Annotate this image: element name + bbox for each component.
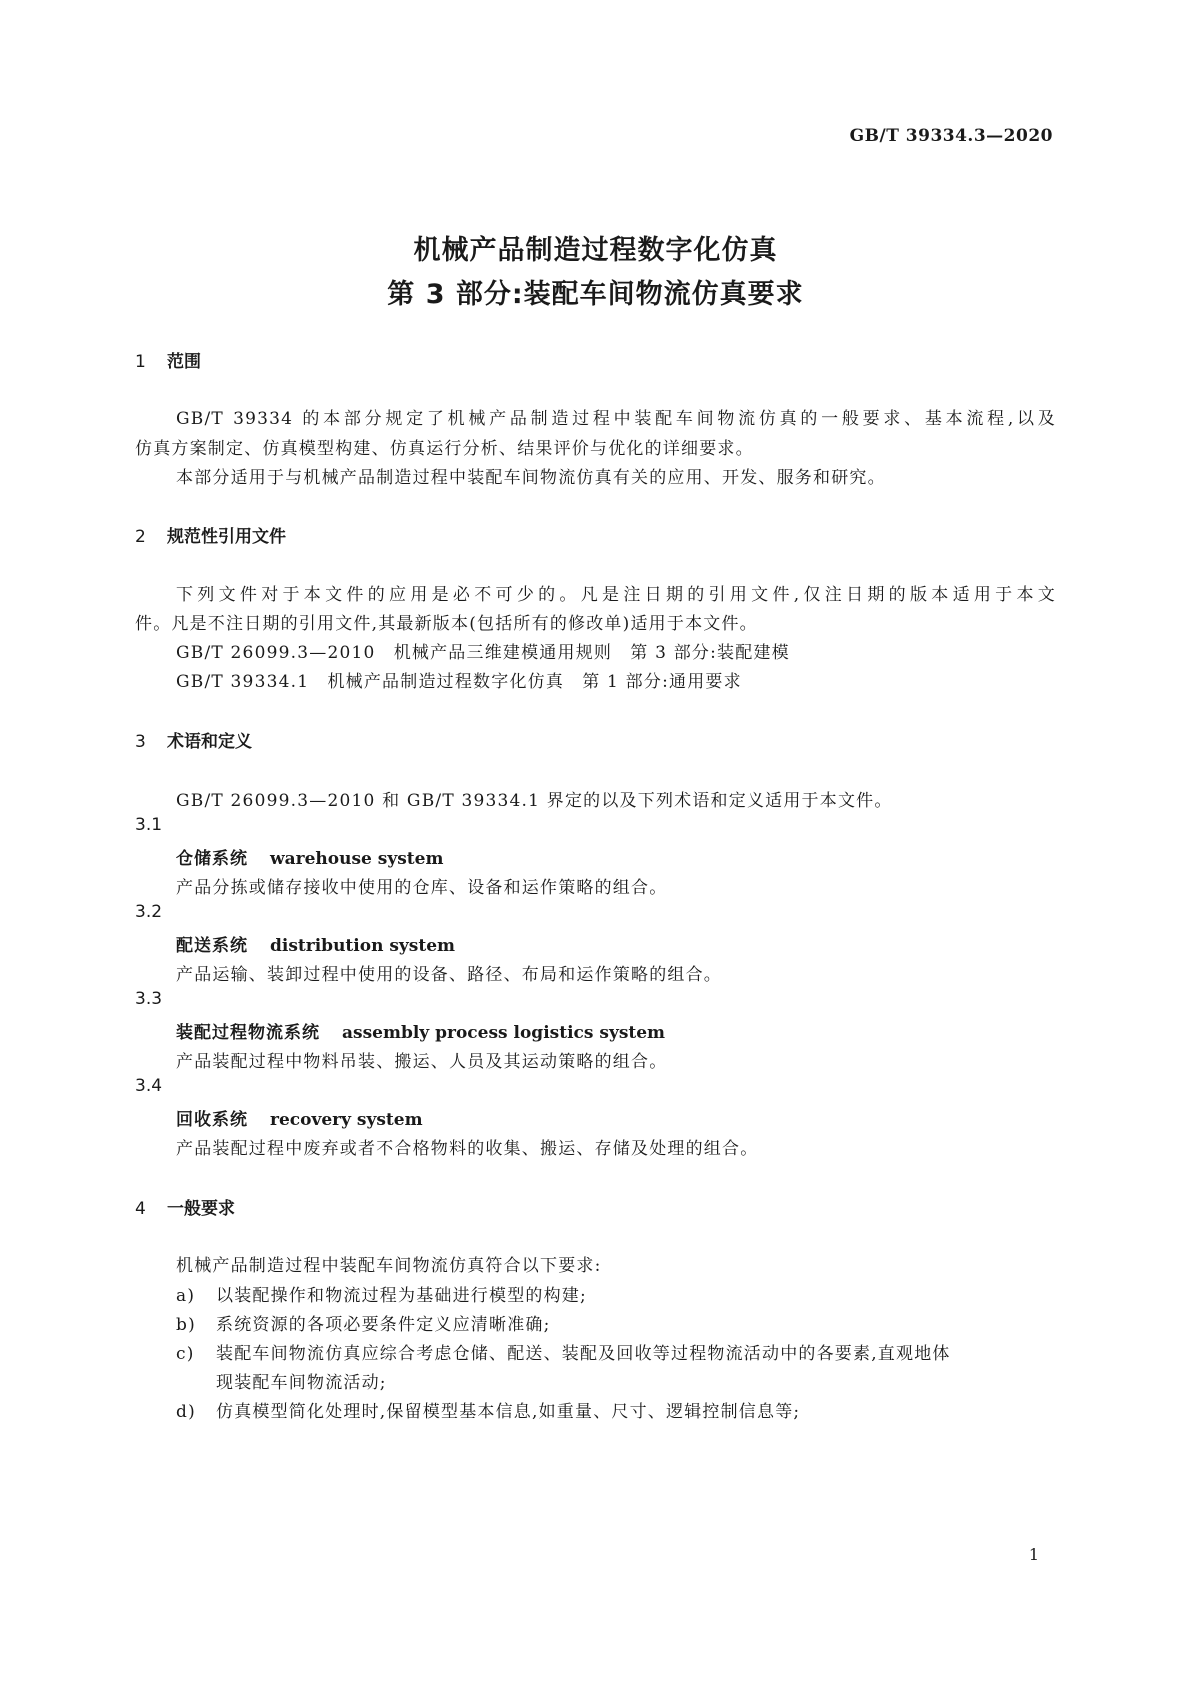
list-marker: a) bbox=[176, 1286, 196, 1306]
term-definition: 产品装配过程中废弃或者不合格物料的收集、搬运、存储及处理的组合。 bbox=[176, 1139, 759, 1159]
list-item-text: 装配车间物流仿真应综合考虑仓储、配送、装配及回收等过程物流活动中的各要素,直观地体 bbox=[216, 1344, 951, 1364]
document-title-line2: 第 3 部分:装配车间物流仿真要求 bbox=[387, 279, 804, 310]
section-title: 术语和定义 bbox=[167, 732, 252, 752]
section-3-heading bbox=[135, 727, 252, 752]
list-item-continuation: 现装配车间物流活动; bbox=[216, 1373, 387, 1393]
term-english: recovery system bbox=[270, 1110, 423, 1130]
list-marker: b) bbox=[176, 1315, 196, 1335]
section-title: 一般要求 bbox=[167, 1199, 235, 1219]
term-definition: 产品分拣或储存接收中使用的仓库、设备和运作策略的组合。 bbox=[176, 878, 668, 898]
term-chinese: 回收系统 bbox=[176, 1110, 248, 1130]
term-number: 3.1 bbox=[135, 815, 163, 835]
term-english: assembly process logistics system bbox=[342, 1023, 666, 1043]
list-item bbox=[176, 1397, 800, 1422]
document-title-line1: 机械产品制造过程数字化仿真 bbox=[413, 235, 778, 266]
paragraph-line: GB/T 39334 的本部分规定了机械产品制造过程中装配车间物流仿真的一般要求、基本流程,以及 bbox=[176, 409, 1056, 429]
paragraph-line: 仿真方案制定、仿真模型构建、仿真运行分析、结果评价与优化的详细要求。 bbox=[135, 439, 754, 459]
term-entry bbox=[176, 931, 455, 956]
list-marker: d) bbox=[176, 1402, 196, 1422]
paragraph-line: 下列文件对于本文件的应用是必不可少的。凡是注日期的引用文件,仅注日期的版本适用于本文 bbox=[176, 585, 1056, 605]
paragraph-line: 件。凡是不注日期的引用文件,其最新版本(包括所有的修改单)适用于本文件。 bbox=[135, 614, 758, 634]
term-definition: 产品装配过程中物料吊装、搬运、人员及其运动策略的组合。 bbox=[176, 1052, 668, 1072]
term-chinese: 仓储系统 bbox=[176, 849, 248, 869]
term-chinese: 配送系统 bbox=[176, 936, 248, 956]
section-number: 3 bbox=[135, 732, 146, 752]
term-entry bbox=[176, 1018, 665, 1043]
term-chinese: 装配过程物流系统 bbox=[176, 1023, 320, 1043]
reference-item: GB/T 26099.3—2010 机械产品三维建模通用规则 第 3 部分:装配建模 bbox=[176, 643, 790, 663]
section-2-heading bbox=[135, 522, 286, 547]
section-title: 规范性引用文件 bbox=[167, 527, 286, 547]
term-entry bbox=[176, 1105, 423, 1130]
term-definition: 产品运输、装卸过程中使用的设备、路径、布局和运作策略的组合。 bbox=[176, 965, 722, 985]
section-4-heading bbox=[135, 1194, 235, 1219]
list-item bbox=[176, 1310, 551, 1335]
paragraph-line: GB/T 26099.3—2010 和 GB/T 39334.1 界定的以及下列术语和定义适用于本文件。 bbox=[176, 791, 893, 811]
list-item-text: 系统资源的各项必要条件定义应清晰准确; bbox=[216, 1315, 551, 1335]
reference-item: GB/T 39334.1 机械产品制造过程数字化仿真 第 1 部分:通用要求 bbox=[176, 672, 742, 692]
term-entry bbox=[176, 844, 443, 869]
term-english: warehouse system bbox=[270, 849, 444, 869]
paragraph-line: 本部分适用于与机械产品制造过程中装配车间物流仿真有关的应用、开发、服务和研究。 bbox=[176, 468, 886, 488]
standard-number: GB/T 39334.3—2020 bbox=[849, 126, 1053, 146]
list-item bbox=[176, 1281, 587, 1306]
list-item bbox=[176, 1339, 951, 1364]
term-number: 3.3 bbox=[135, 989, 163, 1009]
page-number: 1 bbox=[1028, 1545, 1039, 1564]
section-title: 范围 bbox=[167, 352, 201, 372]
section-number: 4 bbox=[135, 1199, 146, 1219]
section-number: 2 bbox=[135, 527, 146, 547]
term-english: distribution system bbox=[270, 936, 456, 956]
list-item-text: 仿真模型简化处理时,保留模型基本信息,如重量、尺寸、逻辑控制信息等; bbox=[216, 1402, 801, 1422]
term-number: 3.2 bbox=[135, 902, 163, 922]
paragraph-line: 机械产品制造过程中装配车间物流仿真符合以下要求: bbox=[176, 1256, 602, 1276]
section-number: 1 bbox=[135, 352, 146, 372]
list-item-text: 以装配操作和物流过程为基础进行模型的构建; bbox=[216, 1286, 587, 1306]
section-1-heading bbox=[135, 347, 201, 372]
term-number: 3.4 bbox=[135, 1076, 163, 1096]
list-marker: c) bbox=[176, 1344, 195, 1364]
